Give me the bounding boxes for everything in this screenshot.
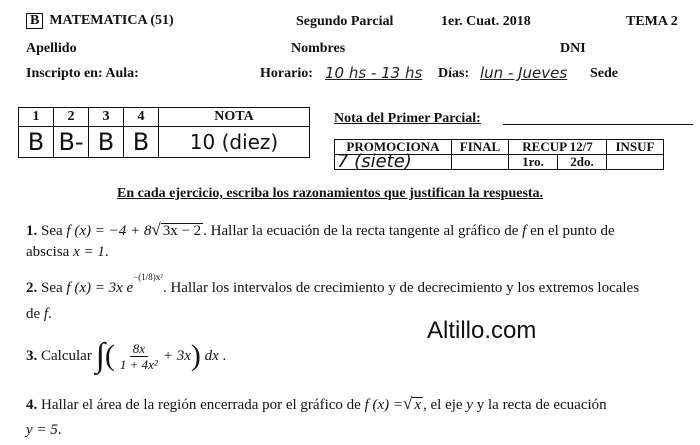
nota-value: 10 (diez) [159, 127, 310, 158]
grade-header: 4 [124, 108, 159, 127]
exam-title: Segundo Parcial [296, 14, 394, 29]
grade-value: B- [54, 127, 89, 158]
nombres-label: Nombres [291, 41, 346, 56]
final-cell [452, 155, 509, 170]
inscripto-label: Inscripto en: Aula: [26, 66, 139, 81]
horario-label: Horario: [260, 66, 313, 81]
exercise-4-line2: y = 5. [26, 422, 62, 438]
watermark: Altillo.com [427, 317, 537, 344]
integral-icon: ∫ [95, 337, 105, 374]
exercise-number: 2. [26, 280, 38, 296]
tema-badge: B [26, 13, 43, 29]
instructions: En cada ejercicio, escriba los razonamientos que justifican la respuesta. [117, 186, 544, 201]
primer-parcial-line [503, 124, 693, 125]
horario-value: 10 hs - 13 hs [325, 64, 423, 82]
exercise-3: 3. Calcular ∫ ( $\frac{8x}{\text{1 + 4x²}}$ + 3x ) dx . [26, 337, 227, 374]
nota-header: NOTA [159, 108, 310, 127]
exam-term: 1er. Cuat. 2018 [441, 14, 531, 29]
dias-value: lun - Jueves [480, 64, 568, 82]
tema-label: TEMA 2 [626, 14, 678, 29]
sqrt-icon: √ [151, 220, 161, 239]
exercise-number: 3. [26, 347, 38, 364]
course-name: MATEMATICA (51) [49, 13, 174, 28]
exercise-4: 4. Hallar el área de la región encerrada por el gráfico de f (x) =√ x , el eje y y la recta de ecuación [26, 394, 607, 413]
prom-header: FINAL [452, 140, 509, 155]
exercise-number: 1. [26, 223, 38, 239]
grade-header: 3 [89, 108, 124, 127]
dni-label: DNI [560, 41, 586, 56]
apellido-label: Apellido [26, 41, 77, 56]
exercise-2-line2: de f. [26, 306, 52, 322]
recup-sub: 1ro. [509, 155, 558, 170]
exercise-number: 4. [26, 397, 38, 413]
grades-table [18, 107, 310, 158]
sqrt-icon: √ [403, 394, 413, 413]
exercise-1: 1. Sea f (x) = −4 + 8√ 3x − 2 . Hallar la ecuación de la recta tangente al gráfico de f en el punto de [26, 220, 615, 239]
promotion-table [334, 139, 664, 170]
grade-value: B [89, 127, 124, 158]
primer-parcial-label: Nota del Primer Parcial: [334, 111, 481, 126]
exercise-1-line2: abscisa x = 1. [26, 244, 109, 260]
recup-sub: 2do. [558, 155, 607, 170]
exercise-2: 2. Sea f (x) = 3x $e^{-(1/8)x^2}$. Hallar los intervalos de crecimiento y de decrecimiento y los extremos locales [26, 272, 640, 296]
grade-value: B [19, 127, 54, 158]
prom-header: INSUF [607, 140, 664, 155]
grade-header: 1 [19, 108, 54, 127]
sede-label: Sede [590, 66, 618, 81]
grade-value: B [124, 127, 159, 158]
prom-value: 7 (siete) [335, 155, 452, 170]
dias-label: Días: [438, 66, 470, 81]
insuf-cell [607, 155, 664, 170]
grade-header: 2 [54, 108, 89, 127]
fraction: $\frac{8x}{\text{1 + 4x²}}$ [119, 340, 158, 372]
prom-header: RECUP 12/7 [509, 140, 607, 155]
prom-header: PROMOCIONA [335, 140, 452, 155]
course-header [26, 13, 174, 29]
